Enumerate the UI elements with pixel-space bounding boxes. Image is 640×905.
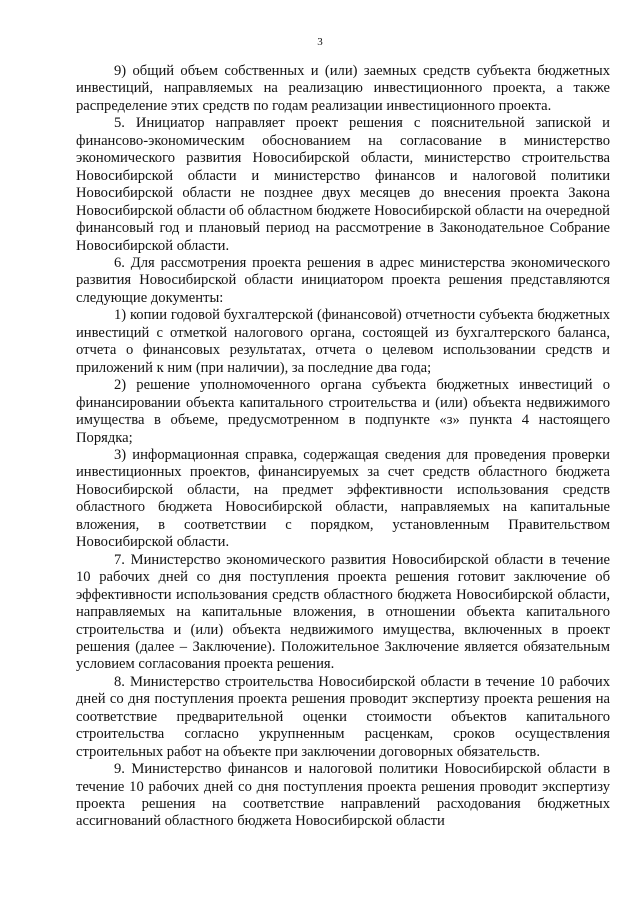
- page-number: 3: [317, 36, 323, 48]
- paragraph-clause-5: 5. Инициатор направляет проект решения с пояснительной запиской и финансово-экономическим обоснованием на согласование в министерство экономического развития Новосибирской области, министерство строительства Новосибирской области и министерство финансов и налоговой политики Новосибирской области не позднее двух месяцев до внесения проекта Закона Новосибирской области об областном бюджете Новосибирской области на очередной финансовый год и плановый период на рассмотрение в Законодательное Собрание Новосибирской области.: [76, 115, 610, 254]
- paragraph-item-2: 2) решение уполномоченного органа субъекта бюджетных инвестиций о финансировании объекта капитального строительства и (или) объекта недвижимого имущества в объеме, предусмотренном в подпункте «з» пункта 4 настоящего Порядка;: [76, 377, 610, 446]
- paragraph-clause-7: 7. Министерство экономического развития Новосибирской области в течение 10 рабочих дней со дня поступления проекта решения готовит заключение об эффективности использования средств областного бюджета Новосибирской области, направляемых на капитальные вложения, в отношении объекта капитального строительства и (или) объекта недвижимого имущества, включенных в проект решения (далее – Заключение). Положительное Заключение является обязательным условием согласования проекта решения.: [76, 551, 610, 673]
- paragraph-item-9: 9) общий объем собственных и (или) заемных средств субъекта бюджетных инвестиций, направляемых на реализацию инвестиционного проекта, а также распределение этих средств по годам реализации инвестиционного проекта.: [76, 63, 610, 114]
- document-body: [76, 63, 610, 831]
- paragraph-clause-8: 8. Министерство строительства Новосибирской области в течение 10 рабочих дней со дня поступления проекта решения проводит экспертизу проекта решения на соответствие предварительной оценки стоимости объектов капитального строительства согласно укрупненным расценкам, сроков осуществления строительных работ на объекте при заключении договорных обязательств.: [76, 673, 610, 760]
- paragraph-item-1: 1) копии годовой бухгалтерской (финансовой) отчетности субъекта бюджетных инвестиций с отметкой налогового органа, состоящей из бухгалтерского баланса, отчета о финансовых результатах, отчета о целевом использовании средств и приложений к ним (при наличии), за последние два года;: [76, 307, 610, 376]
- paragraph-clause-9: 9. Министерство финансов и налоговой политики Новосибирской области в течение 10 рабочих дней со дня поступления проекта решения проводит экспертизу проекта решения на соответствие направлений расходования бюджетных ассигнований областного бюджета Новосибирской области: [76, 761, 610, 830]
- paragraph-clause-6: 6. Для рассмотрения проекта решения в адрес министерства экономического развития Новосибирской области инициатором проекта решения представляются следующие документы:: [76, 254, 610, 306]
- paragraph-item-3: 3) информационная справка, содержащая сведения для проведения проверки инвестиционных проектов, финансируемых за счет средств областного бюджета Новосибирской области, на предмет эффективности использования средств областного бюджета Новосибирской области, направляемых на капитальные вложения, в соответствии с порядком, установленным Правительством Новосибирской области.: [76, 446, 610, 551]
